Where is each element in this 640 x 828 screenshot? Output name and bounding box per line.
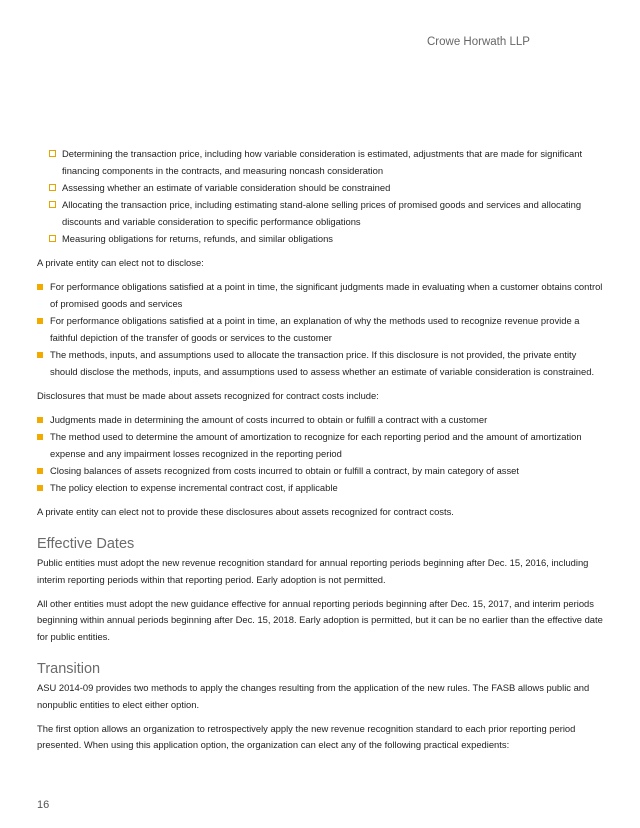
list-item bbox=[49, 180, 605, 197]
list-item bbox=[37, 279, 605, 313]
list-item-text: Measuring obligations for returns, refunds, and similar obligations bbox=[62, 233, 333, 245]
paragraph: ASU 2014-09 provides two methods to apply the changes resulting from the application of the new rules. The FASB allows public and nonpublic entities to elect either option. bbox=[37, 681, 590, 710]
list-item-text: Assessing whether an estimate of variable consideration should be constrained bbox=[62, 182, 391, 194]
hollow-square-bullet-icon bbox=[49, 150, 56, 157]
hollow-square-bullet-icon bbox=[49, 201, 56, 208]
list-item bbox=[37, 429, 605, 463]
square-bullet-icon bbox=[37, 485, 43, 491]
list-item bbox=[49, 197, 605, 231]
square-bullet-icon bbox=[37, 417, 43, 423]
square-bullet-icon bbox=[37, 468, 43, 474]
list-item bbox=[37, 463, 605, 480]
paragraph: A private entity can elect not to disclose: bbox=[37, 257, 204, 269]
paragraph: The first option allows an organization to retrospectively apply the new revenue recognition standard to each prior reporting period presented. When using this application option, the organization can elect any of the following practical expedients: bbox=[37, 722, 576, 751]
list-item bbox=[37, 347, 605, 381]
page-number: 16 bbox=[37, 799, 50, 811]
header-firm-name: Crowe Horwath LLP bbox=[427, 36, 530, 48]
list-item bbox=[37, 480, 605, 497]
list-item-text: Determining the transaction price, including how variable consideration is estimated, adjustments that are made for significant financing components in the contracts, and measuring noncash consideration bbox=[62, 148, 583, 176]
paragraph: Disclosures that must be made about assets recognized for contract costs include: bbox=[37, 389, 379, 401]
list-item-text: Judgments made in determining the amount of costs incurred to obtain or fulfill a contract with a customer bbox=[50, 413, 488, 425]
square-bullet-icon bbox=[37, 318, 43, 324]
square-bullet-icon bbox=[37, 352, 43, 358]
square-bullet-icon bbox=[37, 284, 43, 290]
section-heading-transition: Transition bbox=[37, 660, 101, 677]
document-body bbox=[37, 146, 605, 761]
square-bullet-icon bbox=[37, 434, 43, 440]
disclosure-judgments-list bbox=[49, 146, 605, 248]
list-item-text: For performance obligations satisfied at a point in time, an explanation of why the methods used to recognize revenue provide a faithful depiction of the transfer of goods or services to the customer bbox=[50, 315, 580, 343]
list-item-text: For performance obligations satisfied at a point in time, the significant judgments made in evaluating when a customer obtains control of promised goods and services bbox=[50, 281, 603, 309]
list-item-text: The policy election to expense incremental contract cost, if applicable bbox=[50, 482, 338, 494]
list-item-text: The method used to determine the amount of amortization to recognize for each reporting period and the amount of amortization expense and any impairment losses recognized in the reporting period bbox=[50, 430, 582, 459]
list-item bbox=[37, 313, 605, 347]
list-item bbox=[49, 231, 605, 248]
contract-costs-list bbox=[37, 412, 605, 497]
list-item-text: Allocating the transaction price, including estimating stand-alone selling prices of promised goods and services and allocating discounts and variable consideration to specific performance obligations bbox=[62, 199, 582, 228]
paragraph: All other entities must adopt the new guidance effective for annual reporting periods beginning after Dec. 15, 2017, and interim periods beginning within annual periods beginning after Dec. 15, 2018. Early adoption is permitted, but it can be no earlier than the effective date for public entities. bbox=[37, 597, 603, 643]
paragraph: A private entity can elect not to provide these disclosures about assets recognized for contract costs. bbox=[37, 506, 454, 518]
list-item-text: The methods, inputs, and assumptions used to allocate the transaction price. If this disclosure is not provided, the private entity should disclose the methods, inputs, and assumptions used to assess whether an estimate of variable consideration is constrained. bbox=[50, 349, 595, 378]
private-entity-election-list bbox=[37, 279, 605, 381]
list-item bbox=[49, 146, 605, 180]
paragraph: Public entities must adopt the new revenue recognition standard for annual reporting periods beginning after Dec. 15, 2016, including interim reporting periods within that reporting period. Early adoption is not permitted. bbox=[37, 556, 589, 585]
section-heading-effective-dates: Effective Dates bbox=[37, 535, 135, 552]
list-item bbox=[37, 412, 605, 429]
hollow-square-bullet-icon bbox=[49, 235, 56, 242]
list-item-text: Closing balances of assets recognized from costs incurred to obtain or fulfill a contract, by main category of asset bbox=[50, 465, 519, 477]
hollow-square-bullet-icon bbox=[49, 184, 56, 191]
